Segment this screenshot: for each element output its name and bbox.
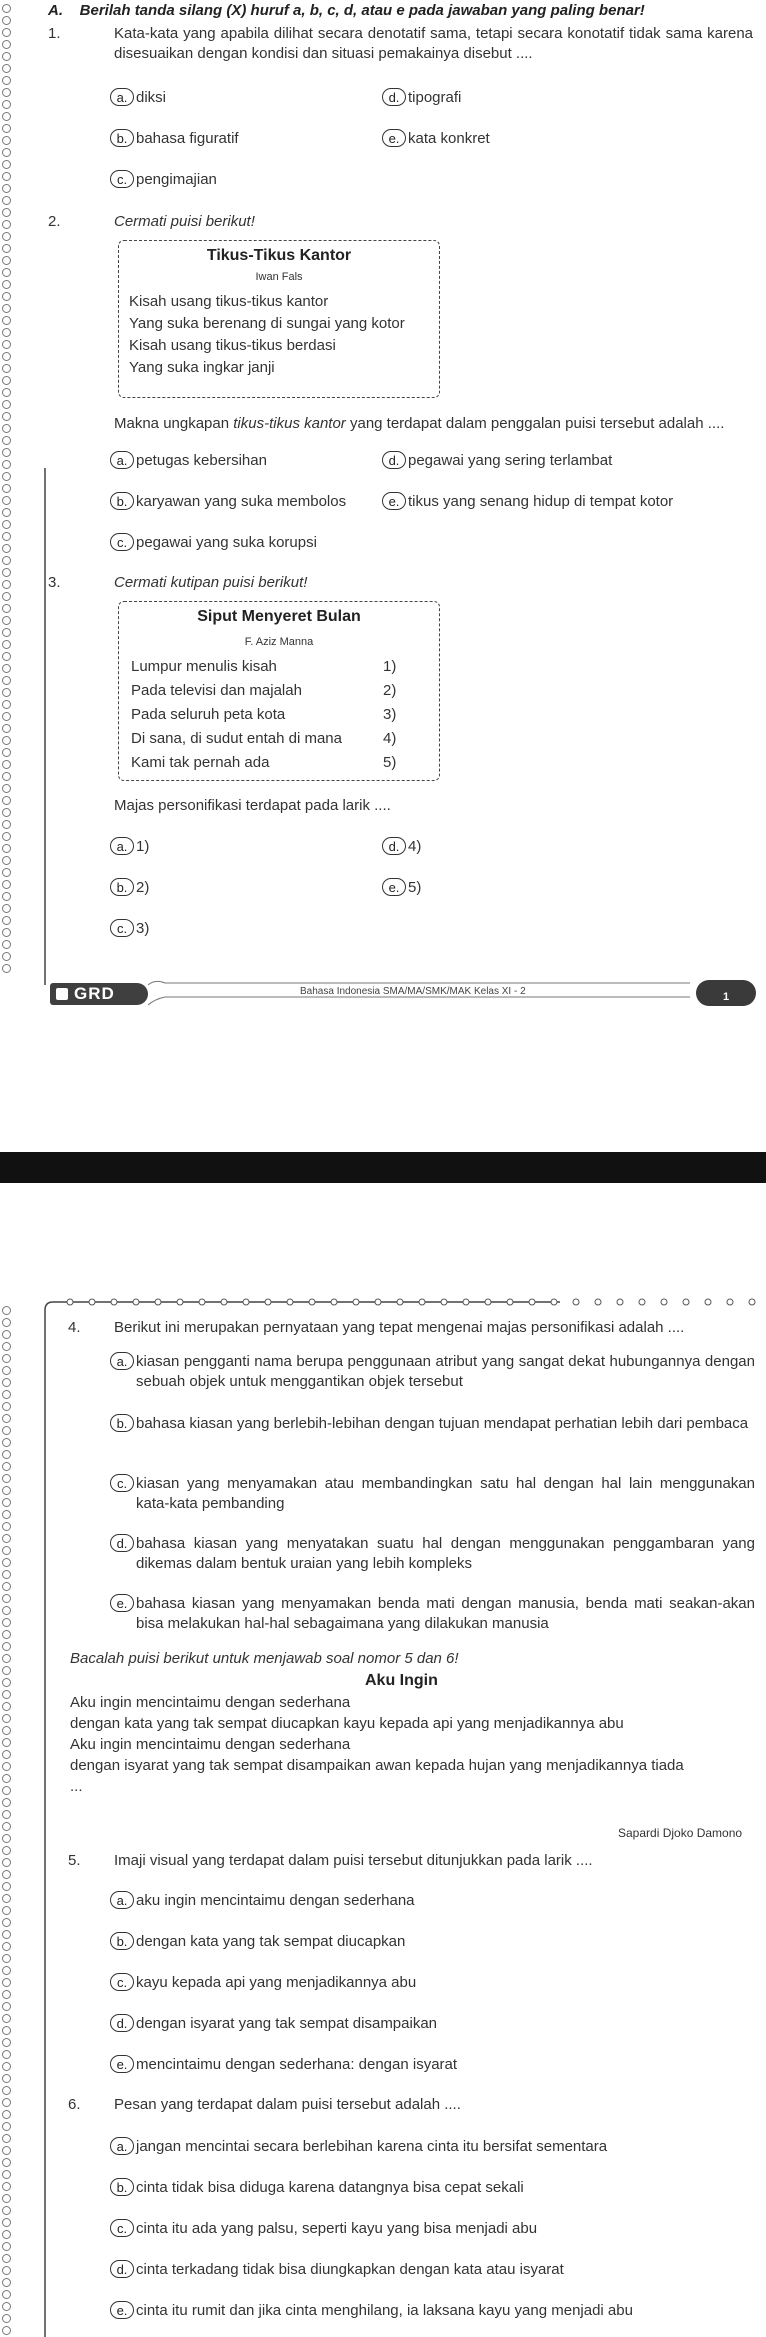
poem-box-tikus xyxy=(118,240,440,398)
question-number: 1. xyxy=(48,25,61,42)
page-separator xyxy=(0,1152,766,1183)
question-text: Berikut ini merupakan pernyataan yang tepat mengenai majas personifikasi adalah .... xyxy=(114,1319,685,1336)
border-ring xyxy=(661,1299,667,1305)
question-number: 2. xyxy=(48,213,61,230)
border-ring xyxy=(221,1299,227,1305)
option-text: bahasa kiasan yang menyatakan suatu hal dengan menggunakan penggambaran yang dikemas dalam bentuk uraian yang lebih kompleks xyxy=(136,1535,755,1572)
border-ring xyxy=(353,1299,359,1305)
option-6a[interactable] xyxy=(110,2137,750,2157)
line-number: 3) xyxy=(383,706,397,723)
option-text: cinta itu rumit dan jika cinta menghilang, ia laksana kayu yang menjadi abu xyxy=(136,2302,633,2319)
poem-line: Pada televisi dan majalah xyxy=(131,682,302,699)
option-letter: b. xyxy=(110,1414,134,1432)
border-ring xyxy=(683,1299,689,1305)
option-text: dengan isyarat yang tak sempat disampaikan xyxy=(136,2015,438,2032)
option-2b[interactable] xyxy=(110,492,360,512)
option-letter: b. xyxy=(110,878,134,896)
option-6e[interactable] xyxy=(110,2301,750,2321)
poem-title: Siput Menyeret Bulan xyxy=(197,608,361,625)
page-number: 1 xyxy=(696,980,756,1006)
border-ring xyxy=(485,1299,491,1305)
option-2a[interactable] xyxy=(110,451,360,471)
option-text: jangan mencintai secara berlebihan karena cinta itu bersifat sementara xyxy=(136,2138,608,2155)
option-text: 1) xyxy=(136,838,150,855)
option-letter: e. xyxy=(110,1594,134,1612)
question-text: Pesan yang terdapat dalam puisi tersebut adalah .... xyxy=(114,2096,461,2113)
option-text: aku ingin mencintaimu dengan sederhana xyxy=(136,1892,415,1909)
brand-square-icon xyxy=(56,988,68,1000)
brand-text: GRD xyxy=(74,984,115,1003)
poem-line: Kisah usang tikus-tikus kantor xyxy=(129,293,329,310)
option-letter: a. xyxy=(110,88,134,106)
option-text: bahasa figuratif xyxy=(136,130,239,147)
question-3 xyxy=(48,573,753,593)
option-5a[interactable] xyxy=(110,1891,610,1911)
option-text: karyawan yang suka membolos xyxy=(136,493,347,510)
option-5e[interactable] xyxy=(110,2055,610,2075)
reading-instruction: Bacalah puisi berikut untuk menjawab soal nomor 5 dan 6! xyxy=(70,1650,459,1667)
option-text: cinta terkadang tidak bisa diungkapkan dengan kata atau isyarat xyxy=(136,2261,564,2278)
option-6c[interactable] xyxy=(110,2219,750,2239)
border-ring xyxy=(199,1299,205,1305)
border-ring xyxy=(419,1299,425,1305)
reading-poem-title: Aku Ingin xyxy=(365,1672,438,1689)
option-text: kiasan yang menyamakan atau membandingkan satu hal dengan hal lain menggunakan kata-kata pembanding xyxy=(136,1475,755,1512)
border-ring xyxy=(573,1299,579,1305)
border-ring xyxy=(617,1299,623,1305)
section-title: A. Berilah tanda silang (X) huruf a, b, c, d, atau e pada jawaban yang paling benar! xyxy=(48,2,645,19)
border-ring xyxy=(705,1299,711,1305)
question-text: Cermati puisi berikut! xyxy=(114,213,255,230)
option-letter: d. xyxy=(110,1534,134,1552)
poem-line: Di sana, di sudut entah di mana xyxy=(131,730,342,747)
border-ring xyxy=(551,1299,557,1305)
option-text: pegawai yang sering terlambat xyxy=(408,452,613,469)
reading-poem-line: ... xyxy=(70,1778,83,1795)
border-ring xyxy=(529,1299,535,1305)
line-number: 2) xyxy=(383,682,397,699)
option-6d[interactable] xyxy=(110,2260,750,2280)
border-ring xyxy=(67,1299,73,1305)
option-text: petugas kebersihan xyxy=(136,452,267,469)
option-6b[interactable] xyxy=(110,2178,750,2198)
option-text: cinta itu ada yang palsu, seperti kayu yang bisa menjadi abu xyxy=(136,2220,538,2237)
option-5d[interactable] xyxy=(110,2014,610,2034)
border-ring xyxy=(155,1299,161,1305)
border-ring xyxy=(309,1299,315,1305)
question-text: Imaji visual yang terdapat dalam puisi tersebut ditunjukkan pada larik .... xyxy=(114,1852,593,1869)
option-text: pengimajian xyxy=(136,171,217,188)
reading-poem-line: Aku ingin mencintaimu dengan sederhana xyxy=(70,1736,351,1753)
reading-poem-line: dengan kata yang tak sempat diucapkan kayu kepada api yang menjadikannya abu xyxy=(70,1715,624,1732)
brand-logo xyxy=(50,983,148,1005)
option-letter: e. xyxy=(110,2301,134,2319)
option-letter: a. xyxy=(110,1891,134,1909)
border-ring xyxy=(265,1299,271,1305)
poem-box-siput xyxy=(118,601,440,781)
option-letter: a. xyxy=(110,2137,134,2155)
border-ring xyxy=(507,1299,513,1305)
border-ring xyxy=(375,1299,381,1305)
border-ring xyxy=(177,1299,183,1305)
question-6 xyxy=(48,2095,753,2115)
border-ring xyxy=(595,1299,601,1305)
option-1b[interactable] xyxy=(110,129,360,149)
option-text: 3) xyxy=(136,920,150,937)
option-text: bahasa kiasan yang berlebih-lebihan dengan tujuan mendapat perhatian lebih dari pembaca xyxy=(136,1415,749,1432)
option-3a[interactable] xyxy=(110,837,230,857)
option-3e[interactable] xyxy=(382,878,502,898)
option-letter: c. xyxy=(110,2219,134,2237)
option-text: tikus yang senang hidup di tempat kotor xyxy=(408,493,674,510)
poem-author: Iwan Fals xyxy=(255,271,303,283)
border-ring xyxy=(133,1299,139,1305)
option-letter: d. xyxy=(382,451,406,469)
border-ring xyxy=(397,1299,403,1305)
question-3-prompt: Majas personifikasi terdapat pada larik .... xyxy=(114,797,391,814)
question-number: 6. xyxy=(68,2096,81,2113)
option-4c[interactable] xyxy=(110,1474,755,1514)
question-2 xyxy=(48,212,753,232)
option-1c[interactable] xyxy=(110,170,360,190)
option-text: 2) xyxy=(136,879,150,896)
option-text: bahasa kiasan yang menyamakan benda mati dengan manusia, benda mati seakan-akan bisa melakukan hal-hal sebagaimana yang dilakukan manusia xyxy=(136,1595,755,1632)
option-2c[interactable] xyxy=(110,533,360,553)
line-number: 4) xyxy=(383,730,397,747)
option-text: kata konkret xyxy=(408,130,490,147)
question-2-prompt xyxy=(114,415,724,432)
option-text: pegawai yang suka korupsi xyxy=(136,534,317,551)
question-text: Cermati kutipan puisi berikut! xyxy=(114,574,308,591)
option-letter: e. xyxy=(382,129,406,147)
option-1a[interactable] xyxy=(110,88,360,108)
border-ring xyxy=(463,1299,469,1305)
book-title: Bahasa Indonesia SMA/MA/SMK/MAK Kelas XI - 2 xyxy=(300,986,526,997)
border-ring xyxy=(441,1299,447,1305)
option-2d[interactable] xyxy=(382,451,712,471)
option-letter: c. xyxy=(110,1474,134,1492)
border-ring xyxy=(243,1299,249,1305)
option-text: diksi xyxy=(136,89,167,106)
question-text: Kata-kata yang apabila dilihat secara denotatif sama, tetapi secara konotatif tidak sama karena disesuaikan dengan kondisi dan situasi pemakainya disebut .... xyxy=(114,25,753,62)
option-2e[interactable] xyxy=(382,492,712,512)
option-1e[interactable] xyxy=(382,129,632,149)
option-4b[interactable] xyxy=(110,1414,755,1454)
question-number: 4. xyxy=(68,1319,81,1336)
option-text: dengan kata yang tak sempat diucapkan xyxy=(136,1933,406,1950)
option-letter: b. xyxy=(110,492,134,510)
line-number: 1) xyxy=(383,658,397,675)
poem-line: Kisah usang tikus-tikus berdasi xyxy=(129,337,336,354)
question-number: 5. xyxy=(68,1852,81,1869)
option-3d[interactable] xyxy=(382,837,502,857)
poem-line: Lumpur menulis kisah xyxy=(131,658,277,675)
option-1d[interactable] xyxy=(382,88,632,108)
option-3c[interactable] xyxy=(110,919,230,939)
option-letter: b. xyxy=(110,1932,134,1950)
option-letter: d. xyxy=(110,2014,134,2032)
option-text: kayu kepada api yang menjadikannya abu xyxy=(136,1974,417,1991)
option-3b[interactable] xyxy=(110,878,230,898)
option-text: 4) xyxy=(408,838,422,855)
option-letter: e. xyxy=(110,2055,134,2073)
poem-author: F. Aziz Manna xyxy=(244,636,314,648)
reading-poem-line: dengan isyarat yang tak sempat disampaikan awan kepada hujan yang menjadikannya tiada xyxy=(70,1757,684,1774)
option-letter: a. xyxy=(110,1352,134,1370)
border-ring xyxy=(749,1299,755,1305)
question-number: 3. xyxy=(48,574,61,591)
option-letter: a. xyxy=(110,451,134,469)
prompt-emphasis: tikus-tikus kantor xyxy=(233,415,346,432)
option-text: kiasan pengganti nama berupa penggunaan atribut yang sangat dekat hubungannya dengan sebuah objek untuk menggantikan objek tersebut xyxy=(136,1353,755,1390)
line-number: 5) xyxy=(383,754,397,771)
option-letter: e. xyxy=(382,878,406,896)
poem-line: Pada seluruh peta kota xyxy=(131,706,286,723)
question-1 xyxy=(48,24,753,68)
option-4d[interactable] xyxy=(110,1534,755,1574)
option-letter: c. xyxy=(110,1973,134,1991)
option-text: tipografi xyxy=(408,89,462,106)
border-ring xyxy=(287,1299,293,1305)
option-4e[interactable] xyxy=(110,1594,755,1634)
border-ring xyxy=(111,1299,117,1305)
border-ring xyxy=(331,1299,337,1305)
poem-line: Kami tak pernah ada xyxy=(131,754,270,771)
option-letter: c. xyxy=(110,919,134,937)
poem-line: Yang suka berenang di sungai yang kotor xyxy=(129,315,405,332)
option-letter: a. xyxy=(110,837,134,855)
option-letter: d. xyxy=(382,88,406,106)
option-letter: e. xyxy=(382,492,406,510)
option-text: 5) xyxy=(408,879,422,896)
border-ring xyxy=(89,1299,95,1305)
reading-poem-author: Sapardi Djoko Damono xyxy=(618,1826,743,1840)
poem-title: Tikus-Tikus Kantor xyxy=(206,247,352,264)
option-text: cinta tidak bisa diduga karena datangnya bisa cepat sekali xyxy=(136,2179,524,2196)
question-5 xyxy=(48,1851,753,1871)
option-text: mencintaimu dengan sederhana: dengan isyarat xyxy=(136,2056,458,2073)
border-ring xyxy=(727,1299,733,1305)
option-letter: c. xyxy=(110,533,134,551)
option-letter: b. xyxy=(110,2178,134,2196)
option-5b[interactable] xyxy=(110,1932,610,1952)
question-4 xyxy=(48,1318,753,1338)
reading-poem-line: Aku ingin mencintaimu dengan sederhana xyxy=(70,1694,351,1711)
option-letter: b. xyxy=(110,129,134,147)
poem-line: Yang suka ingkar janji xyxy=(129,359,275,376)
prompt-part: yang terdapat dalam penggalan puisi tersebut adalah .... xyxy=(345,415,725,432)
option-4a[interactable] xyxy=(110,1352,755,1392)
option-letter: c. xyxy=(110,170,134,188)
option-letter: d. xyxy=(382,837,406,855)
option-letter: d. xyxy=(110,2260,134,2278)
option-5c[interactable] xyxy=(110,1973,610,1993)
prompt-part: Makna ungkapan xyxy=(114,415,234,432)
border-ring xyxy=(639,1299,645,1305)
